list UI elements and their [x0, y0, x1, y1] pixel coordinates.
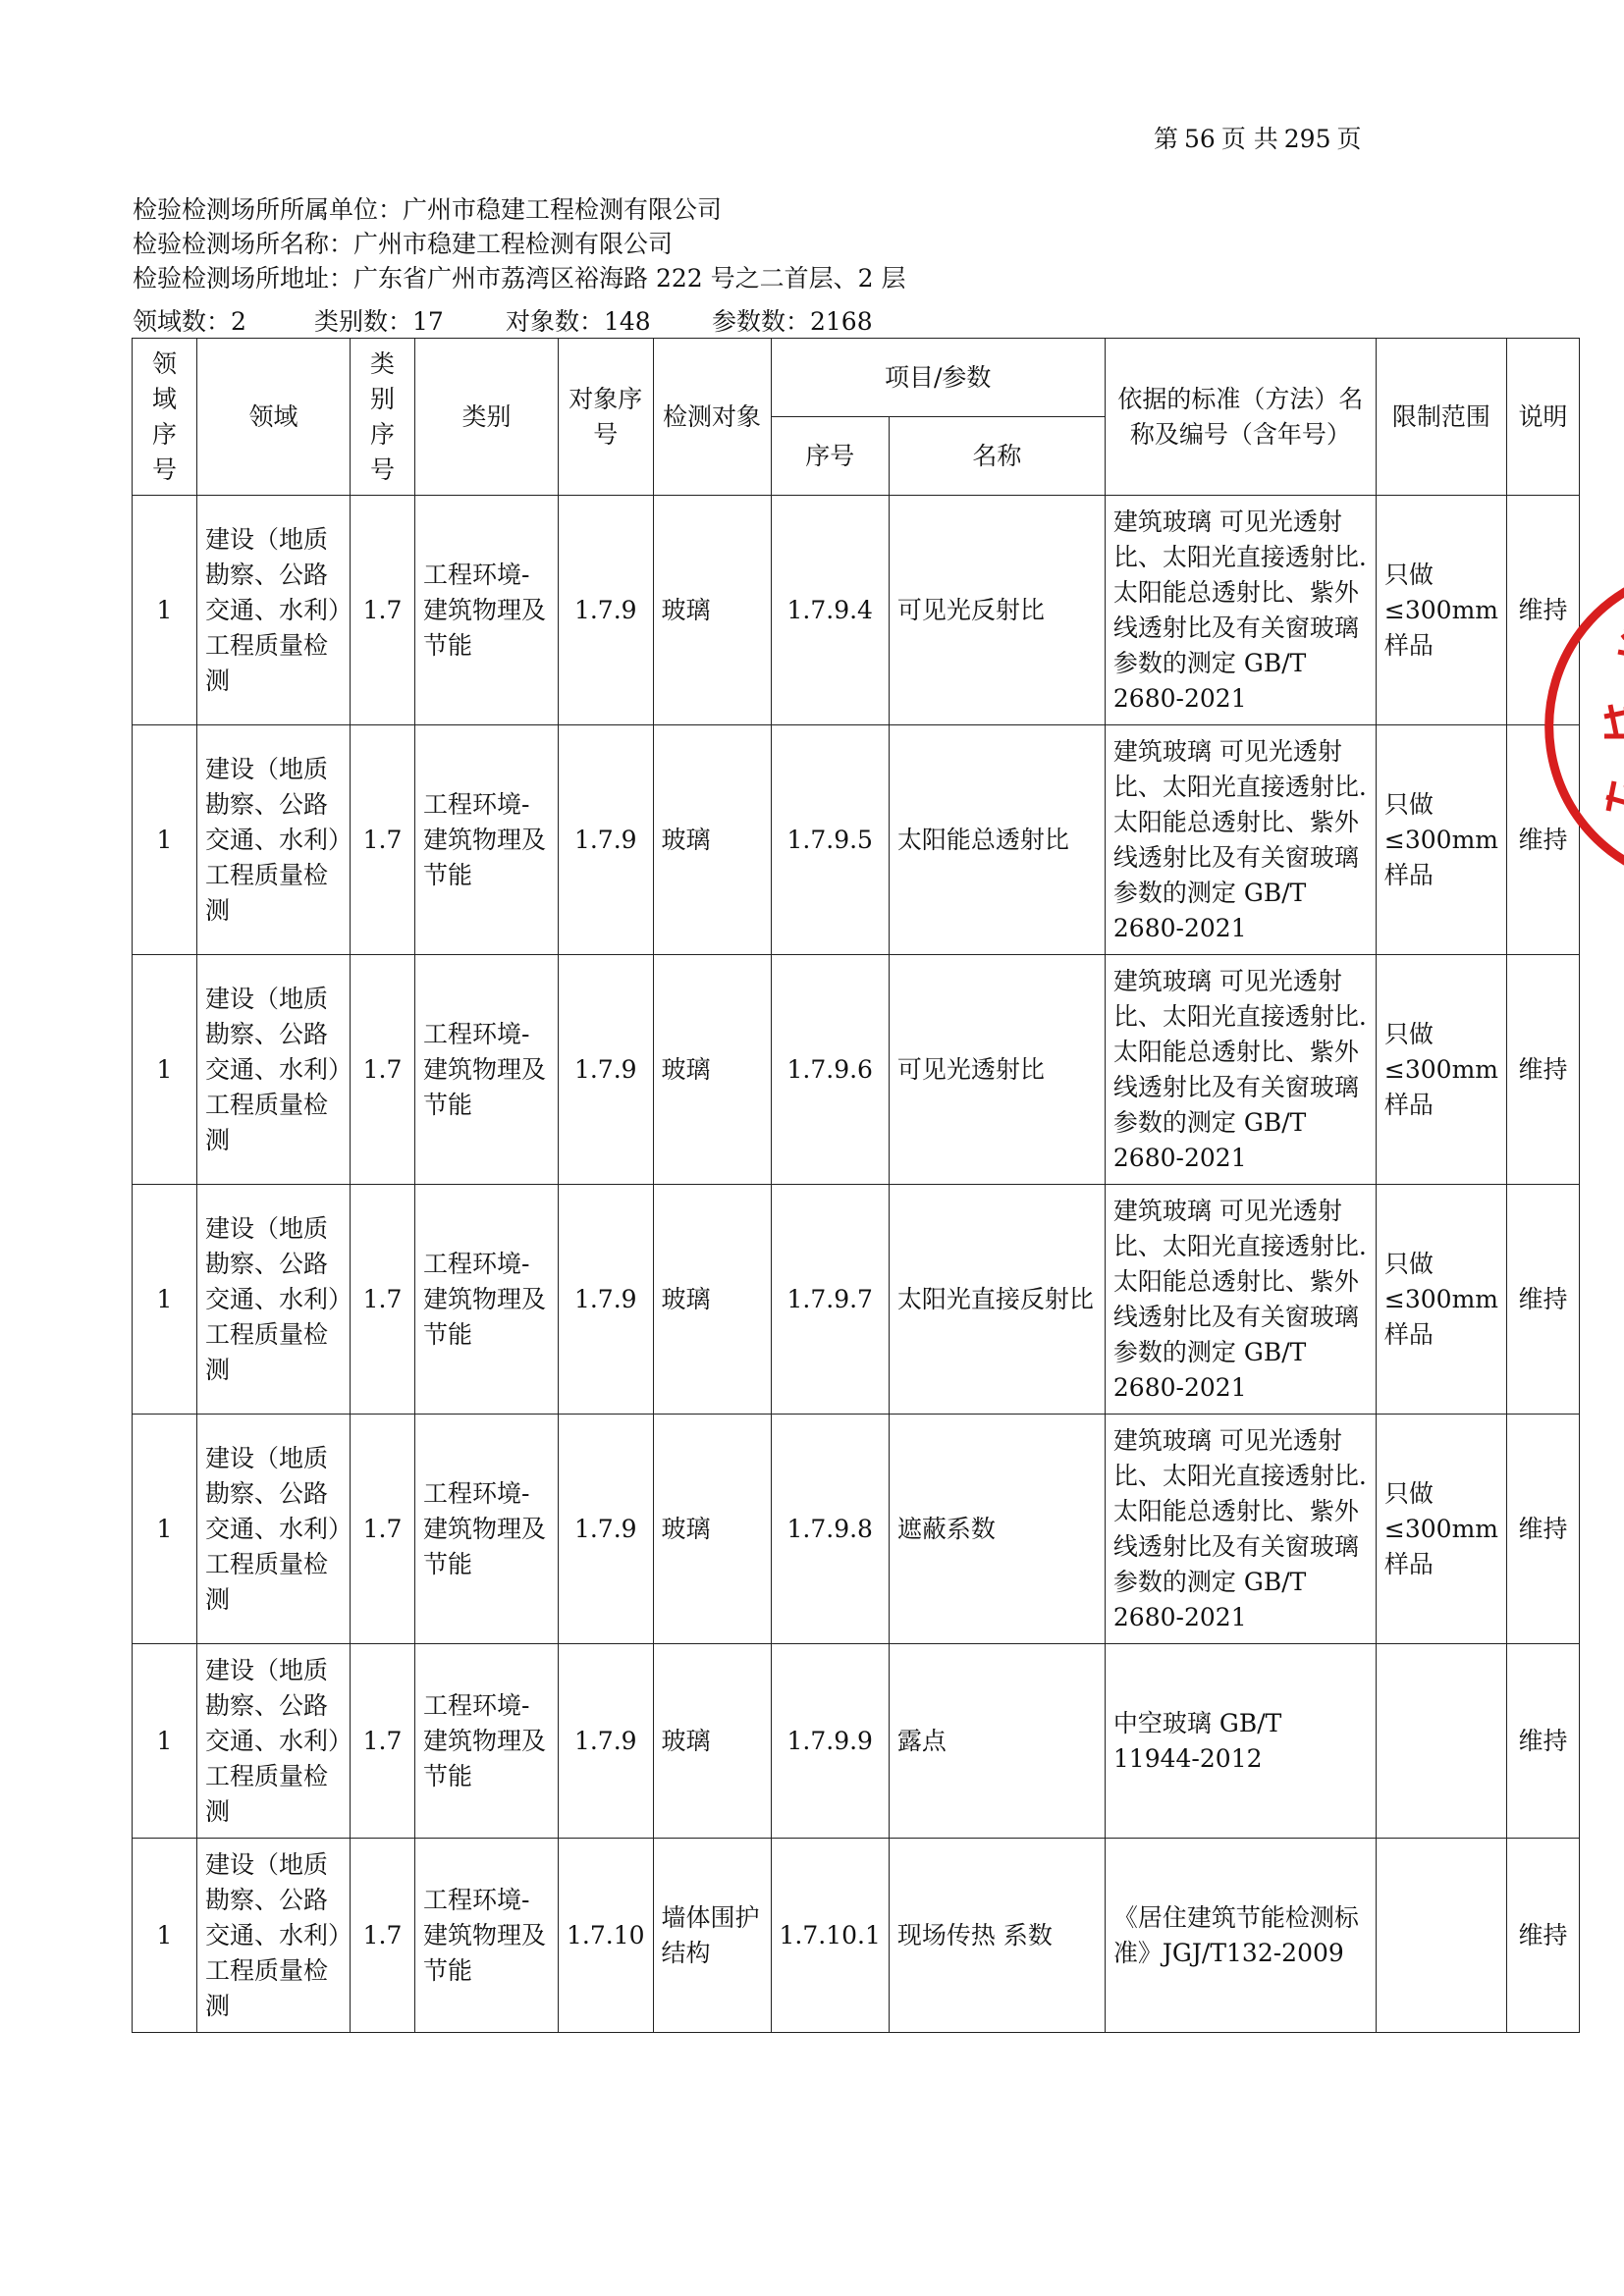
category-cell: 工程环境-建筑物理及节能: [415, 496, 559, 725]
category-no-cell: 1.7: [351, 496, 415, 725]
header-param-no: 序号: [771, 417, 889, 496]
standard-cell: 建筑玻璃 可见光透射比、太阳光直接透射比.太阳能总透射比、紫外线透射比及有关窗玻璃参数的测定 GB/T 2680-2021: [1105, 955, 1376, 1185]
category-cell: 工程环境-建筑物理及节能: [415, 955, 559, 1185]
param-count: 参数数：2168: [712, 307, 873, 336]
category-cell: 工程环境-建筑物理及节能: [415, 1644, 559, 1839]
domain-no-cell: 1: [133, 955, 197, 1185]
limit-cell: 只做≤300mm样品: [1376, 725, 1506, 955]
limit-cell: 只做≤300mm样品: [1376, 955, 1506, 1185]
category-no-cell: 1.7: [351, 1415, 415, 1644]
param-no-cell: 1.7.9.4: [771, 496, 889, 725]
object-no-cell: 1.7.9: [559, 725, 654, 955]
object-no-cell: 1.7.9: [559, 496, 654, 725]
limit-cell: 只做≤300mm样品: [1376, 496, 1506, 725]
domain-no-cell: 1: [133, 1839, 197, 2033]
site-name: 检验检测场所名称：广州市稳建工程检测有限公司: [133, 230, 674, 258]
header-category: 类别: [415, 339, 559, 496]
param-no-cell: 1.7.9.7: [771, 1185, 889, 1415]
category-cell: 工程环境-建筑物理及节能: [415, 1839, 559, 2033]
object-cell: 玻璃: [653, 1185, 771, 1415]
category-cell: 工程环境-建筑物理及节能: [415, 725, 559, 955]
category-cell: 工程环境-建筑物理及节能: [415, 1415, 559, 1644]
site-address: 检验检测场所地址：广东省广州市荔湾区裕海路 222 号之二首层、2 层: [133, 264, 906, 293]
object-cell: 玻璃: [653, 1415, 771, 1644]
table-row: [133, 725, 1580, 955]
header-object: 检测对象: [653, 339, 771, 496]
object-no-cell: 1.7.9: [559, 1644, 654, 1839]
domain-no-cell: 1: [133, 1185, 197, 1415]
standard-cell: 建筑玻璃 可见光透射比、太阳光直接透射比.太阳能总透射比、紫外线透射比及有关窗玻璃参数的测定 GB/T 2680-2021: [1105, 496, 1376, 725]
object-count: 对象数：148: [506, 307, 651, 336]
standard-cell: 中空玻璃 GB/T 11944-2012: [1105, 1644, 1376, 1839]
param-no-cell: 1.7.9.5: [771, 725, 889, 955]
limit-cell: [1376, 1644, 1506, 1839]
table-row: [133, 1839, 1580, 2033]
param-no-cell: 1.7.9.9: [771, 1644, 889, 1839]
table-row: [133, 1415, 1580, 1644]
note-cell: 维持: [1506, 1644, 1579, 1839]
object-cell: 玻璃: [653, 725, 771, 955]
table-row: [133, 496, 1580, 725]
domain-cell: 建设（地质勘察、公路交通、水利）工程质量检测: [197, 1185, 351, 1415]
object-no-cell: 1.7.9: [559, 955, 654, 1185]
param-no-cell: 1.7.9.8: [771, 1415, 889, 1644]
standard-cell: 建筑玻璃 可见光透射比、太阳光直接透射比.太阳能总透射比、紫外线透射比及有关窗玻璃参数的测定 GB/T 2680-2021: [1105, 725, 1376, 955]
category-no-cell: 1.7: [351, 955, 415, 1185]
domain-cell: 建设（地质勘察、公路交通、水利）工程质量检测: [197, 496, 351, 725]
param-no-cell: 1.7.10.1: [771, 1839, 889, 2033]
header-item-param: 项目/参数: [771, 339, 1105, 417]
object-cell: 玻璃: [653, 496, 771, 725]
header-object-no: 对象序号: [559, 339, 654, 496]
object-cell: 墙体围护结构: [653, 1839, 771, 2033]
domain-cell: 建设（地质勘察、公路交通、水利）工程质量检测: [197, 1644, 351, 1839]
note-cell: 维持: [1506, 955, 1579, 1185]
standard-cell: 《居住建筑节能检测标准》JGJ/T132-2009: [1105, 1839, 1376, 2033]
table-row: [133, 1185, 1580, 1415]
domain-cell: 建设（地质勘察、公路交通、水利）工程质量检测: [197, 1415, 351, 1644]
domain-no-cell: 1: [133, 725, 197, 955]
param-no-cell: 1.7.9.6: [771, 955, 889, 1185]
note-cell: 维持: [1506, 1839, 1579, 2033]
limit-cell: [1376, 1839, 1506, 2033]
header-standard: 依据的标准（方法）名称及编号（含年号）: [1105, 339, 1376, 496]
object-no-cell: 1.7.10: [559, 1839, 654, 2033]
domain-cell: 建设（地质勘察、公路交通、水利）工程质量检测: [197, 955, 351, 1185]
domain-count: 领域数：2: [133, 307, 246, 336]
param-name-cell: 露点: [889, 1644, 1105, 1839]
header-param-name: 名称: [889, 417, 1105, 496]
header-domain-no: 领域序号: [133, 339, 197, 496]
category-count: 类别数：17: [314, 307, 444, 336]
seal-glyph-3: [1606, 781, 1624, 811]
owner-unit: 检验检测场所所属单位：广州市稳建工程检测有限公司: [133, 195, 723, 224]
table-row: [133, 955, 1580, 1185]
object-no-cell: 1.7.9: [559, 1185, 654, 1415]
note-cell: 维持: [1506, 725, 1579, 955]
seal-glyph-1: [1618, 628, 1624, 656]
domain-no-cell: 1: [133, 496, 197, 725]
domain-cell: 建设（地质勘察、公路交通、水利）工程质量检测: [197, 1839, 351, 2033]
category-no-cell: 1.7: [351, 1839, 415, 2033]
domain-no-cell: 1: [133, 1415, 197, 1644]
param-name-cell: 可见光透射比: [889, 955, 1105, 1185]
official-seal-fragment: [1536, 569, 1624, 883]
header-domain: 领域: [197, 339, 351, 496]
param-name-cell: 可见光反射比: [889, 496, 1105, 725]
seal-glyph-2: [1604, 705, 1624, 736]
limit-cell: 只做≤300mm样品: [1376, 1415, 1506, 1644]
category-cell: 工程环境-建筑物理及节能: [415, 1185, 559, 1415]
category-no-cell: 1.7: [351, 725, 415, 955]
standard-cell: 建筑玻璃 可见光透射比、太阳光直接透射比.太阳能总透射比、紫外线透射比及有关窗玻璃参数的测定 GB/T 2680-2021: [1105, 1185, 1376, 1415]
note-cell: 维持: [1506, 1185, 1579, 1415]
param-name-cell: 现场传热 系数: [889, 1839, 1105, 2033]
param-name-cell: 太阳光直接反射比: [889, 1185, 1105, 1415]
note-cell: 维持: [1506, 1415, 1579, 1644]
note-cell: 维持: [1506, 496, 1579, 725]
domain-no-cell: 1: [133, 1644, 197, 1839]
limit-cell: 只做≤300mm样品: [1376, 1185, 1506, 1415]
header-limit: 限制范围: [1376, 339, 1506, 496]
page-number: 第 56 页 共 295 页: [1154, 125, 1362, 153]
table-row: [133, 1644, 1580, 1839]
object-no-cell: 1.7.9: [559, 1415, 654, 1644]
standard-cell: 建筑玻璃 可见光透射比、太阳光直接透射比.太阳能总透射比、紫外线透射比及有关窗玻璃参数的测定 GB/T 2680-2021: [1105, 1415, 1376, 1644]
header-note: 说明: [1506, 339, 1579, 496]
category-no-cell: 1.7: [351, 1185, 415, 1415]
param-name-cell: 遮蔽系数: [889, 1415, 1105, 1644]
header-category-no: 类别序号: [351, 339, 415, 496]
header-info: [133, 192, 905, 295]
category-no-cell: 1.7: [351, 1644, 415, 1839]
domain-cell: 建设（地质勘察、公路交通、水利）工程质量检测: [197, 725, 351, 955]
capability-table: [132, 338, 1580, 2033]
param-name-cell: 太阳能总透射比: [889, 725, 1105, 955]
object-cell: 玻璃: [653, 1644, 771, 1839]
object-cell: 玻璃: [653, 955, 771, 1185]
counts-line: [133, 302, 873, 338]
